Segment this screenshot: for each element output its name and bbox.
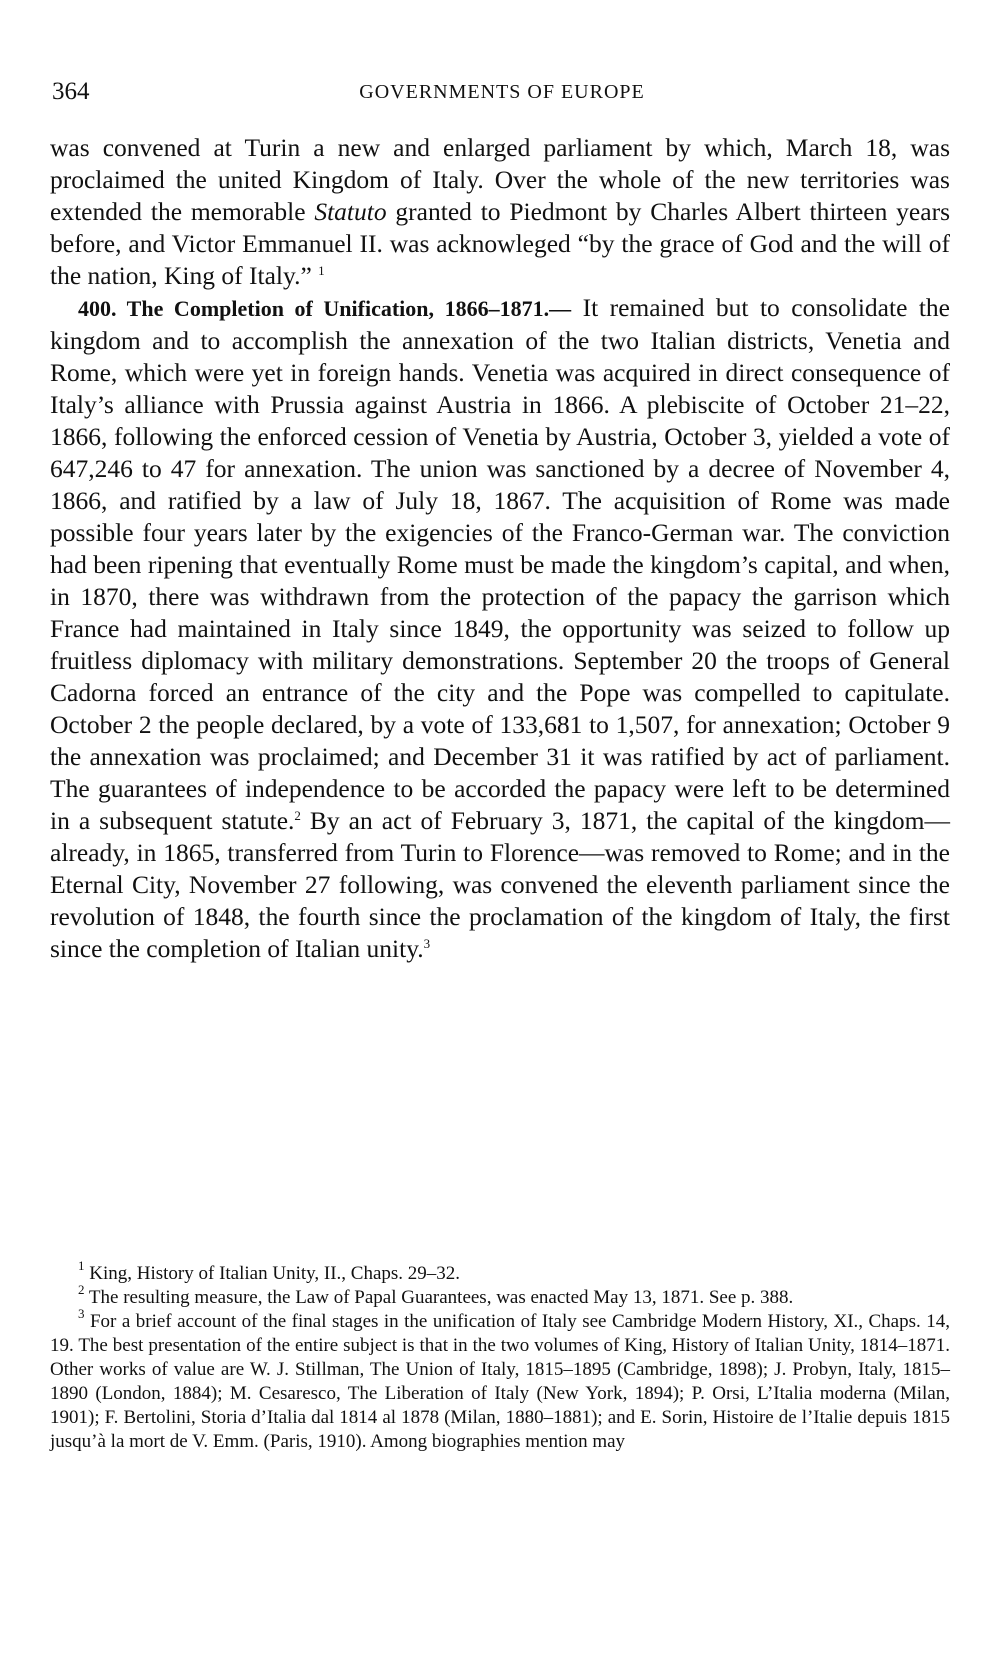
footnote-mark: 3 — [78, 1306, 85, 1321]
paragraph-section-400 — [50, 292, 950, 965]
section-heading: 400. The Completion of Unification, 1866–1871.— — [78, 296, 572, 321]
text-run: By an act of February 3, 1871, the capital of the kingdom—already, in 1865, transferred from Turin to Florence—was removed to Rome; and in the Eternal City, November 27 following, was convened the eleventh parliament since the revolution of 1848, the fourth since the proclamation of the kingdom of Italy, the first since the completion of Italian unity. — [50, 806, 950, 963]
footnote-3 — [50, 1306, 950, 1454]
footnote-reference: 1 — [318, 263, 325, 278]
footnote-2 — [50, 1282, 950, 1310]
page-header — [52, 78, 952, 108]
text-run: granted to Piedmont by Charles Albert thirteen years before, and Victor Emmanuel II. was acknowleged “by the grace of God and the will of the nation, King of Italy.” — [50, 197, 950, 290]
page-number: 364 — [52, 78, 90, 105]
italic-term: Statuto — [314, 197, 387, 226]
footnote-mark: 2 — [78, 1282, 85, 1297]
text-run: was convened at Turin a new and enlarged parliament by which, March 18, was proclaimed the united Kingdom of Italy. Over the whole of the new territories was extended the memorable — [50, 133, 950, 226]
footnote-text: King, History of Italian Unity, II., Chaps. 29–32. — [84, 1263, 461, 1284]
running-head: GOVERNMENTS OF EUROPE — [359, 81, 645, 103]
footnote-1 — [50, 1258, 950, 1286]
paragraph-continued — [50, 132, 950, 292]
footnote-reference: 2 — [294, 808, 301, 823]
footnotes — [50, 1258, 950, 1454]
text-run: It remained but to consolidate the kingdom and to accomplish the annexation of the two Italian districts, Venetia and Rome, which were yet in foreign hands. Venetia was acquired in direct consequence of Italy’s alliance with Prussia against Austria in 1866. A plebiscite of October 21–22, 1866, following the enforced cession of Venetia by Austria, October 3, yielded a vote of 647,246 to 47 for annexation. The union was sanctioned by a decree of November 4, 1866, and ratified by a law of July 18, 1867. The acquisition of Rome was made possible four years later by the exigencies of the Franco-German war. The conviction had been ripening that eventually Rome must be made the kingdom’s capital, and when, in 1870, there was withdrawn from the protection of the papacy the garrison which France had maintained in Italy since 1849, the opportunity was seized to follow up fruitless diplomacy with military demonstrations. September 20 the troops of General Cadorna forced an entrance of the city and the Pope was compelled to capitulate. October 2 the people declared, by a vote of 133,681 to 1,507, for annexation; October 9 the annexation was proclaimed; and December 31 it was ratified by act of parliament. The guarantees of independence to be accorded the papacy were left to be determined in a subsequent statute. — [50, 293, 950, 835]
footnote-text: For a brief account of the final stages in the unification of Italy see Cambridge Modern History, XI., Chaps. 14, 19. The best presentation of the entire subject is that in the two volumes of King, History of Italian Unity, 1814–1871. Other works of value are W. J. Stillman, The Union of Italy, 1815–1895 (Cambridge, 1898); J. Probyn, Italy, 1815–1890 (London, 1884); M. Cesaresco, The Liberation of Italy (New York, 1894); P. Orsi, L’Italia moderna (Milan, 1901); F. Bertolini, Storia d’Italia dal 1814 al 1878 (Milan, 1880–1881); and E. Sorin, Histoire de l’Italie depuis 1815 jusqu’à la mort de V. Emm. (Paris, 1910). Among biographies mention may — [50, 1311, 950, 1452]
footnote-mark: 1 — [78, 1258, 85, 1273]
footnote-text: The resulting measure, the Law of Papal Guarantees, was enacted May 13, 1871. See p. 388. — [84, 1287, 794, 1308]
body-text — [50, 132, 950, 965]
footnote-reference: 3 — [423, 936, 431, 951]
